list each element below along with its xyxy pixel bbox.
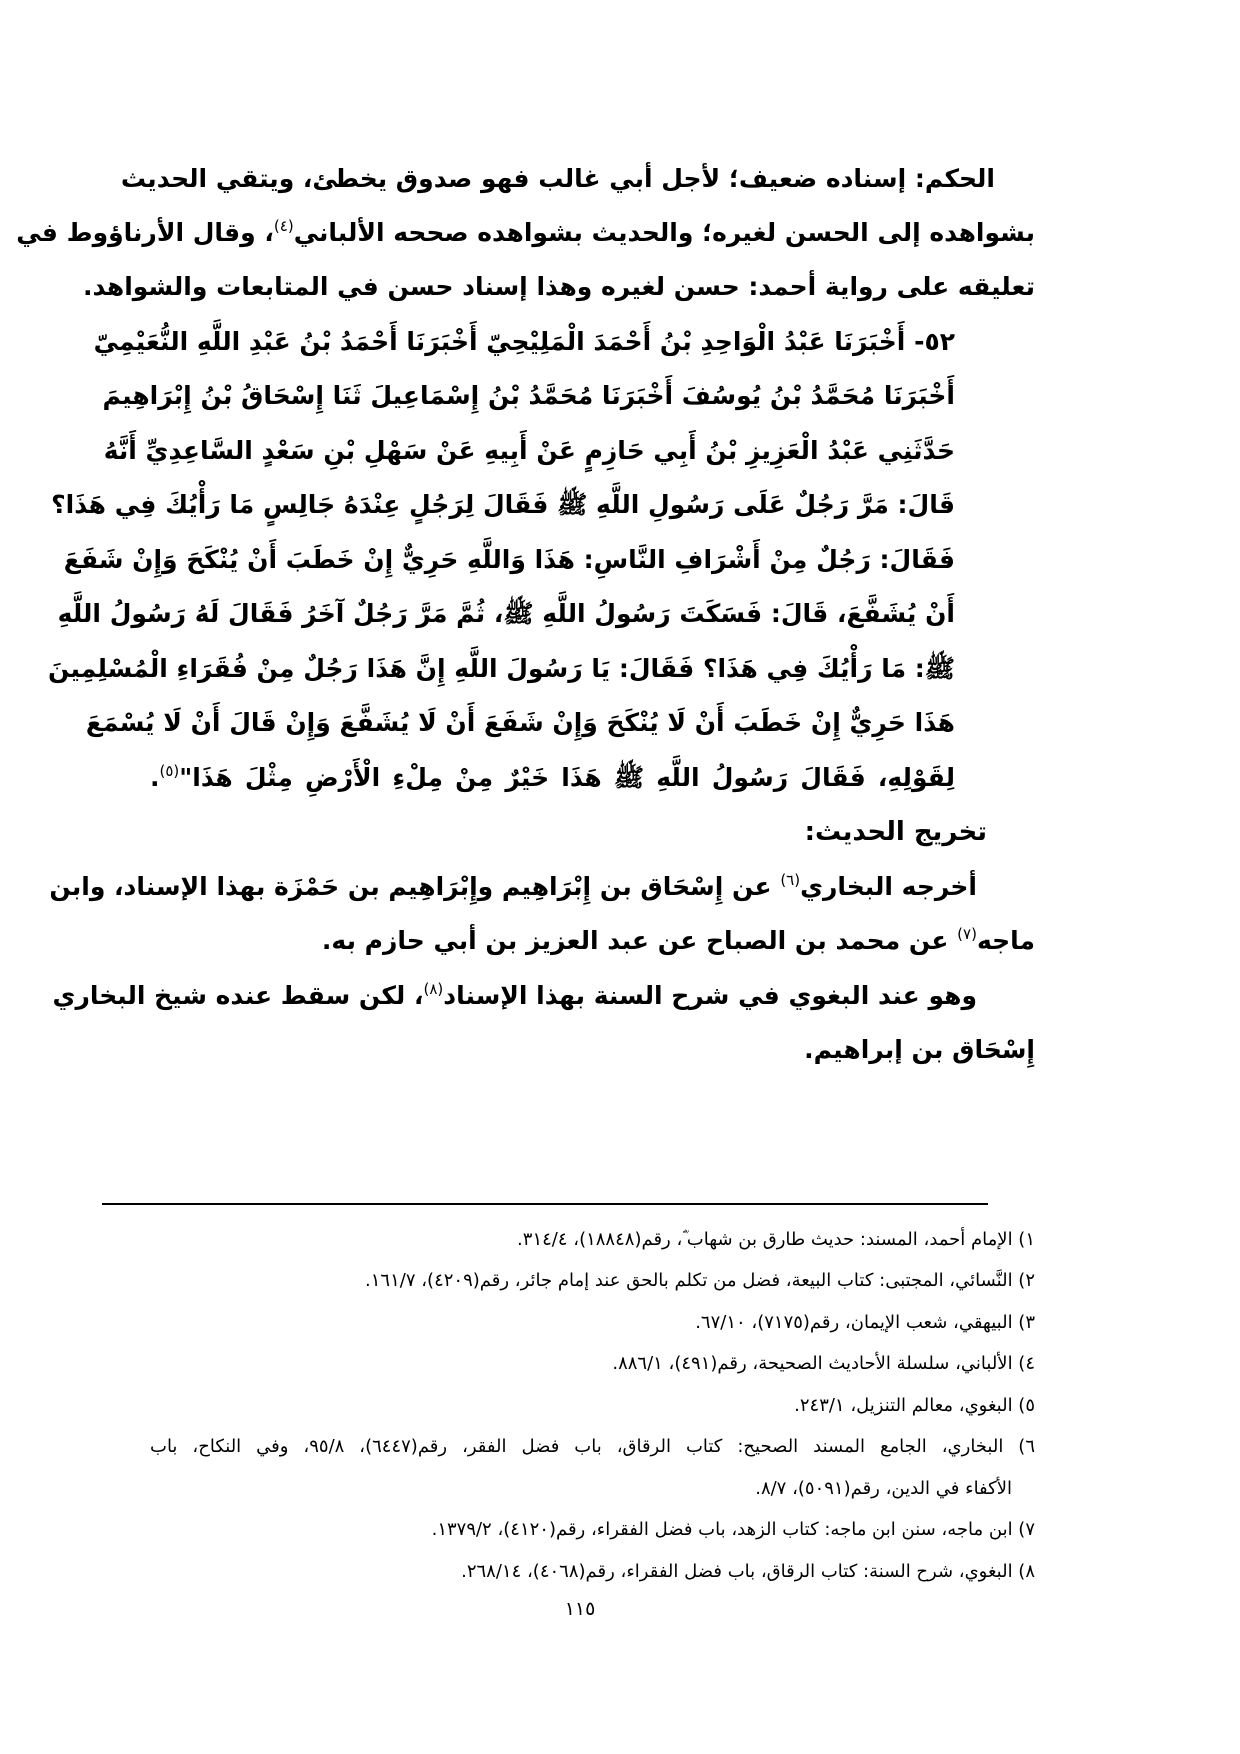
footnote-6: ٦) البخاري، الجامع المسند الصحيح: كتاب الرقاق، باب فضل الفقر، رقم(٦٤٤٧)، ٩٥/٨، وفي النكاح، باب (150, 1436, 1035, 1457)
footnote-ref[interactable]: (٨) (423, 980, 444, 998)
verdict-text: بشواهده إلى الحسن لغيره؛ والحديث بشواهده صححه الألباني (293, 218, 1035, 247)
takhrij-line-4: إِسْحَاق بن إبراهيم. (804, 1035, 1035, 1064)
footnote-separator (102, 1203, 988, 1205)
verdict-text: ، وقال الأرناؤوط في (16, 218, 274, 247)
verdict-line-2 (16, 206, 1035, 260)
verdict-line-1 (120, 152, 995, 206)
footnote-ref[interactable]: (٧) (957, 925, 977, 943)
takhrij-line-3 (52, 969, 977, 1023)
takhrij-text: ، لكن سقط عنده شيخ البخاري (52, 981, 424, 1010)
takhrij-line-2 (150, 914, 1035, 968)
footnote-ref[interactable]: (٤) (273, 217, 294, 235)
footnote-ref[interactable]: (٥) (159, 762, 180, 780)
takhrij-line-1 (49, 860, 977, 914)
footnote-ref[interactable]: (٦) (780, 871, 801, 889)
hadith-line: هَذَا حَرِيٌّ إِنْ خَطَبَ أَنْ لَا يُنْكَحَ وَإِنْ شَفَعَ أَنْ لَا يُشَفَّعَ وَإِنْ قَالَ أَنْ لَا يُسْمَعَ (85, 708, 955, 737)
page-number: ١١٥ (564, 1598, 596, 1620)
footnote-6-continued: الأكفاء في الدين، رقم(٥٠٩١)، ٨/٧. (755, 1478, 1012, 1499)
footnote-2: ٢) النَّسائي، المجتبى: كتاب البيعة، فضل من تكلم بالحق عند إمام جائر، رقم(٤٢٠٩)، ١٦١/٧. (365, 1270, 1035, 1291)
footnote-7: ٧) ابن ماجه، سنن ابن ماجه: كتاب الزهد، باب فضل الفقراء، رقم(٤١٢٠)، ١٣٧٩/٢. (431, 1519, 1035, 1540)
hadith-line: ﷺ: مَا رَأْيُكَ فِي هَذَا؟ فَقَالَ: يَا رَسُولَ اللَّهِ إِنَّ هَذَا رَجُلٌ مِنْ فُقَرَاءِ الْمُسْلِمِينَ (48, 654, 955, 683)
hadith-text: . (150, 763, 160, 792)
section-heading: تخريج الحديث: (804, 817, 987, 847)
footnote-4: ٤) الألباني، سلسلة الأحاديث الصحيحة، رقم(٤٩١)، ٨٨٦/١. (612, 1353, 1035, 1374)
takhrij-text: وهو عند البغوي في شرح السنة بهذا الإسناد (443, 981, 977, 1010)
verdict-text: إسناده ضعيف؛ لأجل أبي غالب فهو صدوق يخطئ، ويتقي الحديث (120, 164, 915, 193)
footnote-1: ١) الإمام أحمد، المسند: حديث طارق بن شهاب ؓ، رقم(١٨٨٤٨)، ٣١٤/٤. (517, 1229, 1035, 1250)
hadith-line: حَدَّثَنِي عَبْدُ الْعَزِيزِ بْنُ أَبِي حَازِمٍ عَنْ أَبِيهِ عَنْ سَهْلِ بْنِ سَعْدٍ السَّاعِدِيِّ أَنَّهُ (103, 436, 955, 465)
hadith-line: ٥٢- أَخْبَرَنَا عَبْدُ الْوَاحِدِ بْنُ أَحْمَدَ الْمَلِيْحِيّ أَخْبَرَنَا أَحْمَدُ بْنُ عَبْدِ اللَّهِ النُّعَيْمِيّ (93, 327, 955, 356)
hadith-line: قَالَ: مَرَّ رَجُلٌ عَلَى رَسُولِ اللَّهِ ﷺ فَقَالَ لِرَجُلٍ عِنْدَهُ جَالِسٍ مَا رَأْيُكَ فِي هَذَا؟ (51, 490, 955, 519)
takhrij-text: عن محمد بن الصباح عن عبد العزيز بن أبي حازم به. (321, 926, 958, 955)
takhrij-text: ماجه (976, 926, 1035, 955)
footnote-3: ٣) البيهقي، شعب الإيمان، رقم(٧١٧٥)، ٦٧/١٠. (695, 1312, 1035, 1333)
verdict-label: الحكم: (914, 164, 995, 193)
footnote-8: ٨) البغوي، شرح السنة: كتاب الرقاق، باب فضل الفقراء، رقم(٤٠٦٨)، ٢٦٨/١٤. (461, 1561, 1035, 1582)
hadith-line: أَخْبَرَنَا مُحَمَّدُ بْنُ يُوسُفَ أَخْبَرَنَا مُحَمَّدُ بْنُ إِسْمَاعِيلَ ثَنَا إِسْحَاقُ بْنُ إِبْرَاهِيمَ (102, 381, 955, 410)
verdict-line-3: تعليقه على رواية أحمد: حسن لغيره وهذا إسناد حسن في المتابعات والشواهد. (82, 272, 1035, 301)
hadith-line-last (150, 751, 955, 805)
hadith-line: فَقَالَ: رَجُلٌ مِنْ أَشْرَافِ النَّاسِ: هَذَا وَاللَّهِ حَرِيٌّ إِنْ خَطَبَ أَنْ يُنْكَحَ وَإِنْ شَفَعَ (63, 545, 955, 574)
footnote-5: ٥) البغوي، معالم التنزيل، ٢٤٣/١. (794, 1395, 1035, 1416)
hadith-text: لِقَوْلِهِ، فَقَالَ رَسُولُ اللَّهِ ﷺ هَذَا خَيْرٌ مِنْ مِلْءِ الْأَرْضِ مِثْلَ هَذَا" (179, 763, 955, 792)
takhrij-text: أخرجه البخاري (800, 872, 977, 901)
takhrij-text: عن إِسْحَاق بن إِبْرَاهِيم وإِبْرَاهِيم بن حَمْزَة بهذا الإسناد، وابن (49, 872, 781, 901)
hadith-line: أَنْ يُشَفَّعَ، قَالَ: فَسَكَتَ رَسُولُ اللَّهِ ﷺ، ثُمَّ مَرَّ رَجُلٌ آخَرُ فَقَالَ لَهُ رَسُولُ اللَّهِ (57, 599, 955, 628)
